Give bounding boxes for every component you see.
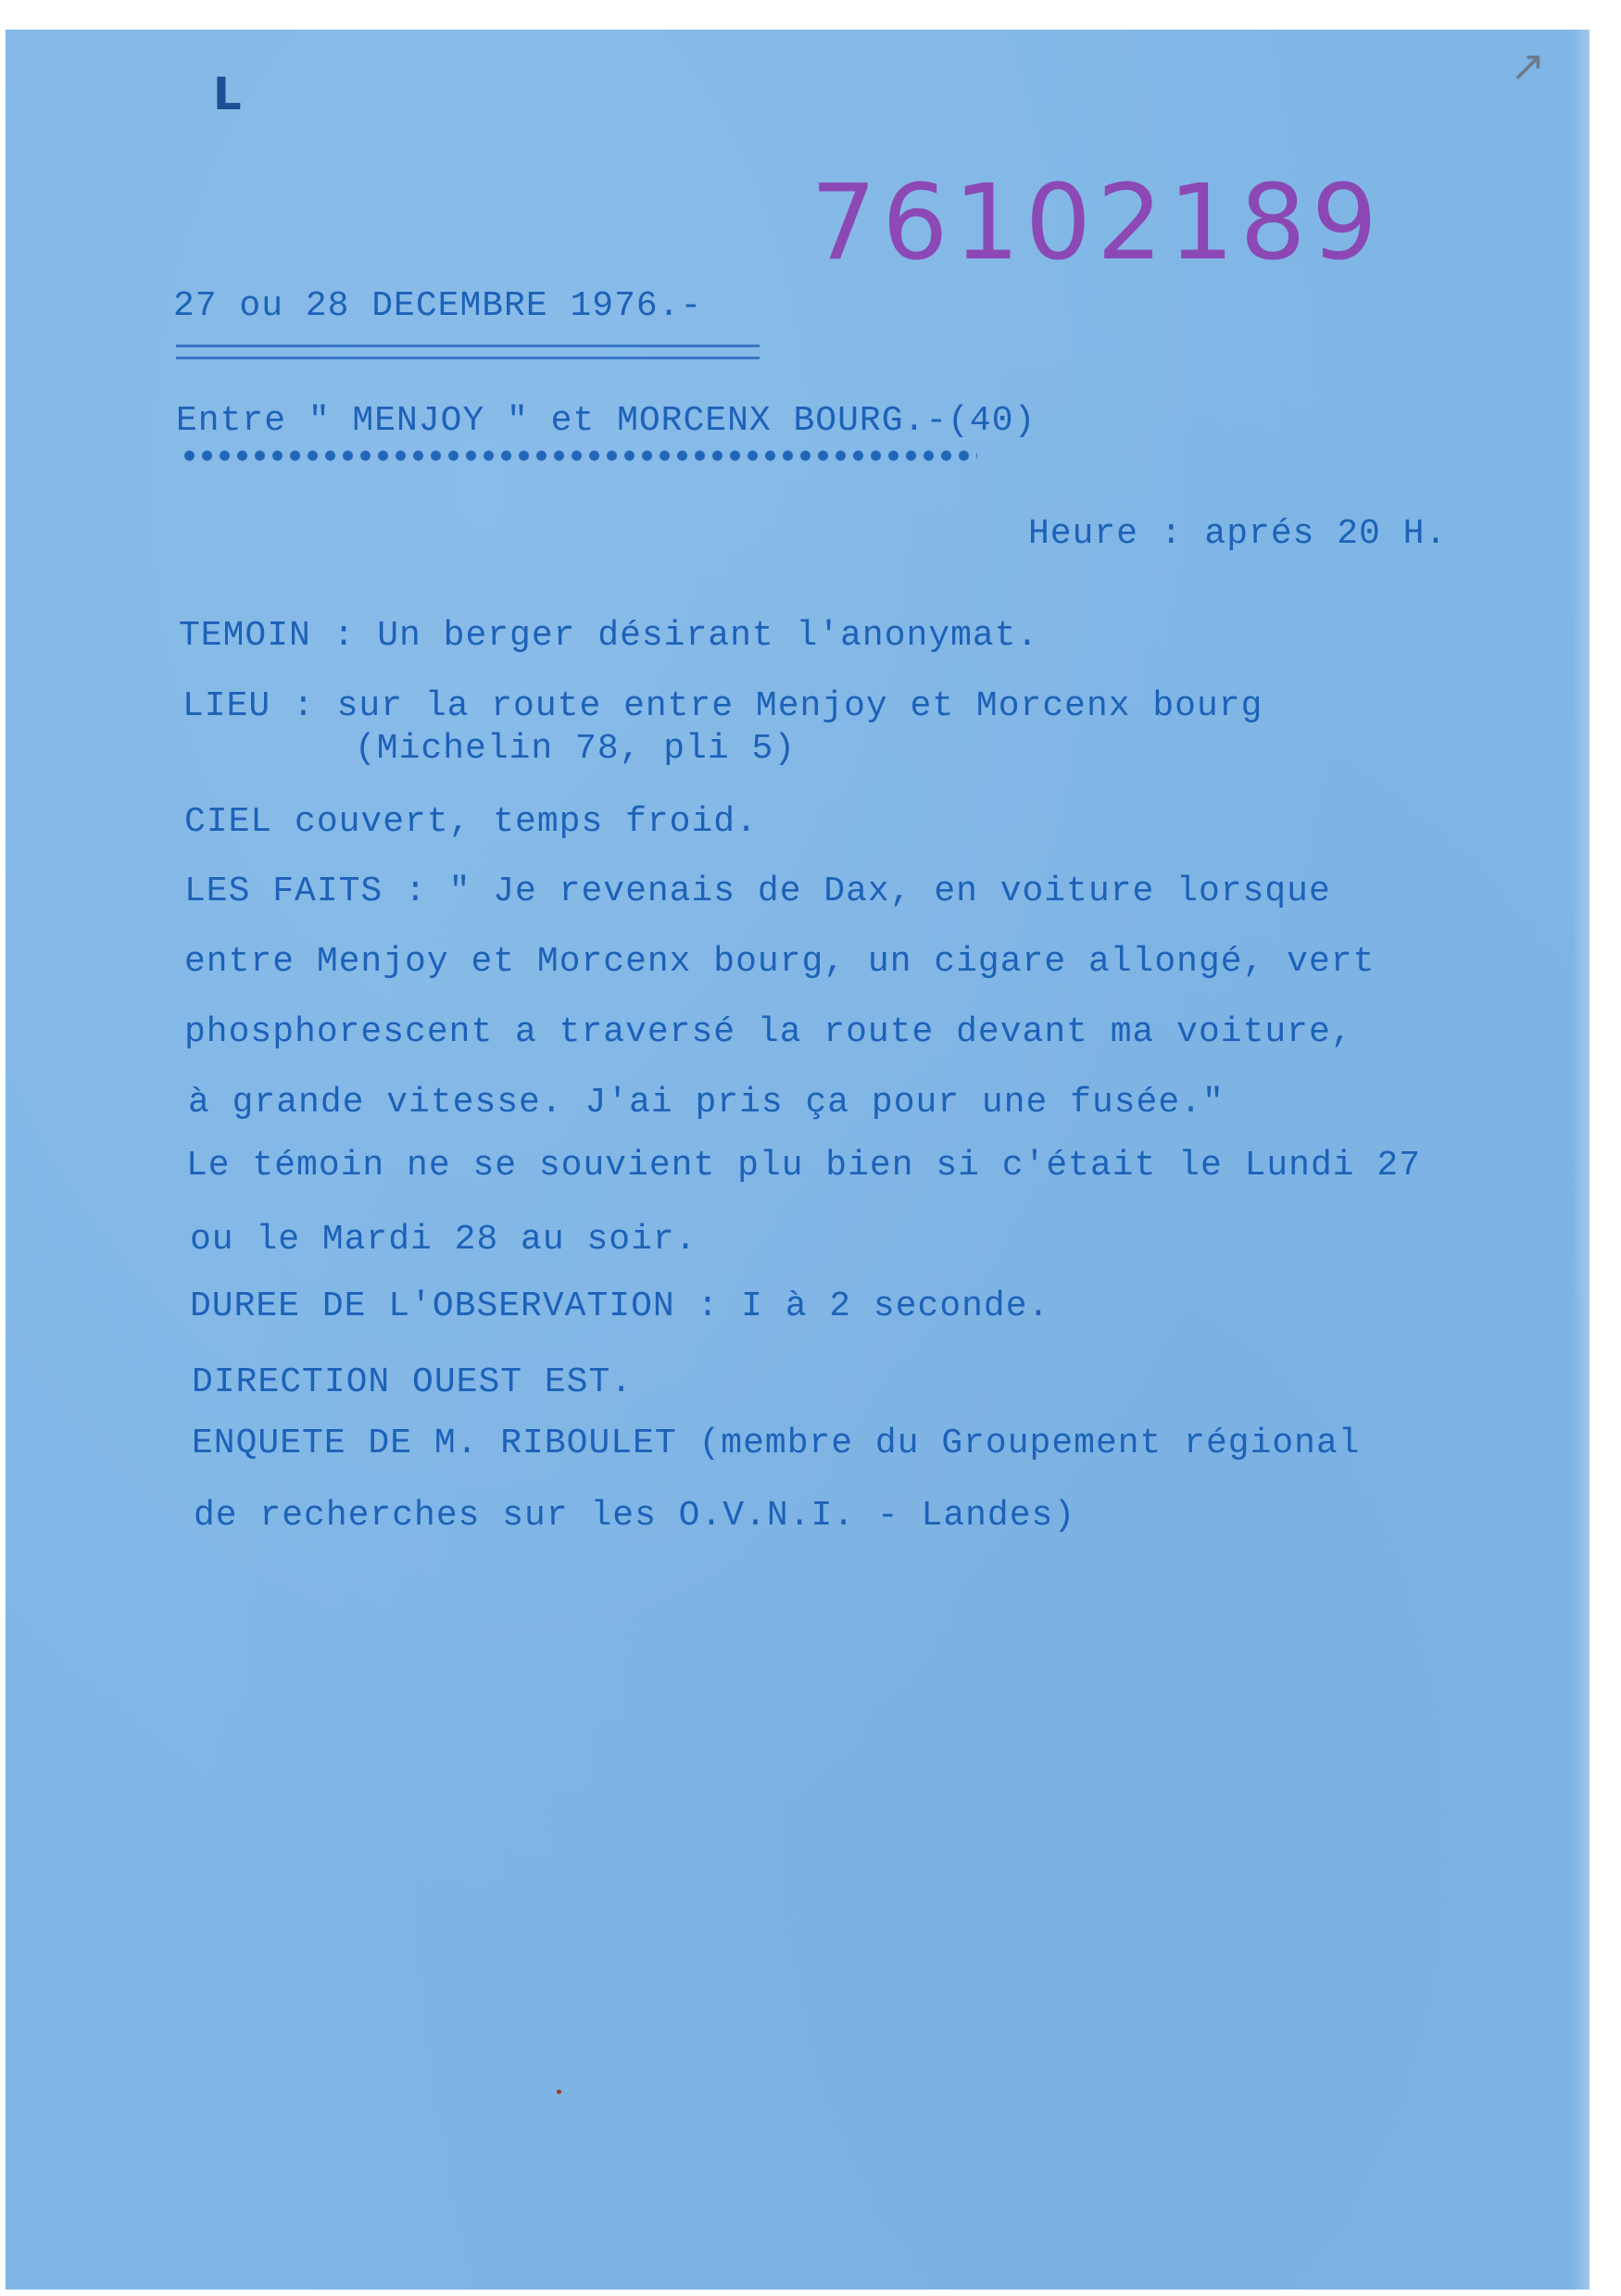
location-heading: Entre " MENJOY " et MORCENX BOURG.-(40) — [176, 401, 1037, 441]
duration-line: DUREE DE L'OBSERVATION : I à 2 seconde. — [190, 1286, 1050, 1326]
facts-line-1: LES FAITS : " Je revenais de Dax, en voiture lorsque — [184, 872, 1331, 911]
dotted-underline — [181, 448, 977, 463]
inquiry-line-1: ENQUETE DE M. RIBOULET (membre du Groupement régional — [192, 1424, 1361, 1463]
facts-line-6: ou le Mardi 28 au soir. — [190, 1220, 697, 1260]
direction-line: DIRECTION OUEST EST. — [192, 1362, 634, 1402]
date-heading: 27 ou 28 DECEMBRE 1976.- — [173, 286, 703, 326]
inquiry-line-2: de recherches sur les O.V.N.I. - Landes) — [194, 1496, 1076, 1536]
handwritten-mark: L — [213, 69, 242, 120]
facts-line-3: phosphorescent a traversé la route devant ma voiture, — [184, 1012, 1353, 1052]
facts-line-2: entre Menjoy et Morcenx bourg, un cigare allongé, vert — [184, 942, 1376, 982]
corner-pencil-mark: ↗ — [1510, 41, 1546, 91]
place-line-2: (Michelin 78, pli 5) — [355, 729, 797, 769]
facts-line-4: à grande vitesse. J'ai pris ça pour une fusée." — [188, 1083, 1225, 1123]
place-line-1: LIEU : sur la route entre Menjoy et Morcenx bourg — [182, 686, 1263, 726]
time-line: Heure : aprés 20 H. — [1028, 514, 1448, 554]
reference-number-stamp: 76102189 — [810, 163, 1384, 283]
facts-line-5: Le témoin ne se souvient plu bien si c'était le Lundi 27 — [186, 1146, 1422, 1186]
paper-edge — [1571, 30, 1590, 2290]
witness-line: TEMOIN : Un berger désirant l'anonymat. — [179, 616, 1039, 656]
stray-mark — [557, 2089, 561, 2094]
double-underline — [176, 345, 760, 359]
sky-line: CIEL couvert, temps froid. — [184, 802, 758, 842]
